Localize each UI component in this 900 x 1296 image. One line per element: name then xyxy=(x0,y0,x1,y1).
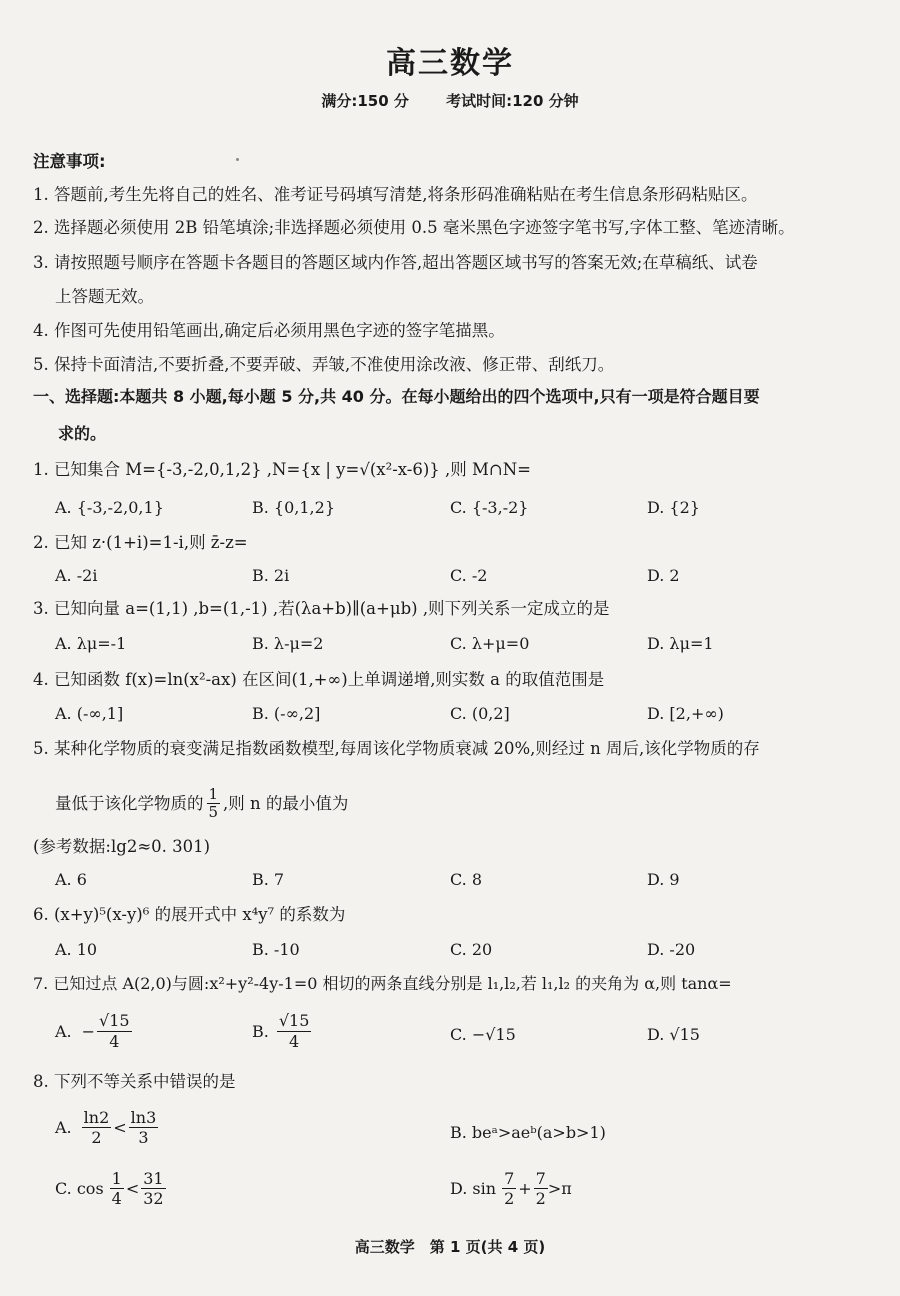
q8-c-num2: 31 xyxy=(143,1169,164,1188)
question-2-stem: 2. 已知 z·(1+i)=1-i,则 z̄-z= xyxy=(33,533,248,552)
page-footer: 高三数学 第 1 页(共 4 页) xyxy=(354,1238,546,1256)
q2-option-d: D. 2 xyxy=(647,566,680,585)
question-1-stem: 1. 已知集合 M={-3,-2,0,1,2} ,N={x | y=√(x²-x-6)} ,则 M∩N= xyxy=(33,460,532,479)
q5-option-b: B. 7 xyxy=(252,870,285,889)
q7-option-d: D. √15 xyxy=(647,1025,700,1044)
q8-c-op: < xyxy=(125,1178,140,1198)
question-4-stem: 4. 已知函数 f(x)=ln(x²-ax) 在区间(1,+∞)上单调递增,则实数 a 的取值范围是 xyxy=(33,670,605,689)
q8-d-den2: 2 xyxy=(535,1189,546,1208)
exam-info xyxy=(0,90,900,111)
q7-option-b xyxy=(252,1011,311,1052)
q2-option-b: B. 2i xyxy=(252,566,290,585)
q8-a-num2: ln3 xyxy=(130,1108,157,1127)
q8-a-den2: 3 xyxy=(138,1128,149,1147)
note-2: 2. 选择题必须使用 2B 铅笔填涂;非选择题必须使用 0.5 毫米黑色字迹签字笔书写,字体工整、笔迹清晰。 xyxy=(33,218,795,237)
q3-option-c: C. λ+μ=0 xyxy=(450,634,530,653)
q4-option-a: A. (-∞,1] xyxy=(55,704,124,723)
q5-text-a: 量低于该化学物质的 xyxy=(55,793,204,813)
q7-b-den: 4 xyxy=(289,1032,300,1051)
q7-a-sign: − xyxy=(81,1021,96,1041)
q8-c-den2: 32 xyxy=(143,1189,164,1208)
q3-option-a: A. λμ=-1 xyxy=(55,634,127,653)
q1-option-a: A. {-3,-2,0,1} xyxy=(55,498,164,517)
q5-fraction xyxy=(207,786,221,821)
q5-frac-num: 1 xyxy=(208,785,219,803)
q8-d-num2: 7 xyxy=(535,1169,546,1188)
q8-c-den1: 4 xyxy=(111,1189,122,1208)
q7-option-a xyxy=(55,1011,132,1052)
q8-d-frac1 xyxy=(502,1169,516,1208)
q7-a-den: 4 xyxy=(109,1032,120,1051)
question-8-stem: 8. 下列不等关系中错误的是 xyxy=(33,1072,236,1091)
scan-speck xyxy=(236,158,239,161)
notes-heading: 注意事项: xyxy=(33,152,106,171)
note-4: 4. 作图可先使用铅笔画出,确定后必须用黑色字迹的签字笔描黑。 xyxy=(33,321,505,340)
section-heading: 一、选择题:本题共 8 小题,每小题 5 分,共 40 分。在每小题给出的四个选项中,只有一项是符合题目要 xyxy=(33,387,760,406)
q7-b-num: √15 xyxy=(278,1011,310,1030)
q7-b-fraction xyxy=(277,1011,312,1052)
q8-option-a xyxy=(55,1108,158,1147)
q8-d-frac2 xyxy=(534,1169,548,1208)
section-heading-cont: 求的。 xyxy=(58,424,107,443)
q4-option-d: D. [2,+∞) xyxy=(647,704,724,723)
page-title: 高三数学 xyxy=(386,46,514,81)
question-3-stem: 3. 已知向量 a=(1,1) ,b=(1,-1) ,若(λa+b)∥(a+μb) ,则下列关系一定成立的是 xyxy=(33,599,610,618)
q8-c-frac1 xyxy=(110,1169,124,1208)
q5-frac-den: 5 xyxy=(208,803,219,821)
full-score: 满分:150 分 xyxy=(321,92,409,110)
q5-reference: (参考数据:lg2≈0. 301) xyxy=(33,837,211,856)
q5-option-a: A. 6 xyxy=(55,870,87,889)
q4-option-b: B. (-∞,2] xyxy=(252,704,321,723)
question-7-stem: 7. 已知过点 A(2,0)与圆:x²+y²-4y-1=0 相切的两条直线分别是 l₁,l₂,若 l₁,l₂ 的夹角为 α,则 tanα= xyxy=(33,974,732,993)
q8-option-c xyxy=(55,1169,166,1208)
q8-d-op: + xyxy=(518,1178,532,1198)
q3-option-d: D. λμ=1 xyxy=(647,634,714,653)
q7-a-label: A. xyxy=(55,1021,72,1041)
note-5: 5. 保持卡面清洁,不要折叠,不要弄破、弄皱,不准使用涂改液、修正带、刮纸刀。 xyxy=(33,355,615,374)
q6-option-a: A. 10 xyxy=(55,940,98,959)
question-6-stem: 6. (x+y)⁵(x-y)⁶ 的展开式中 x⁴y⁷ 的系数为 xyxy=(33,905,346,924)
q5-option-d: D. 9 xyxy=(647,870,680,889)
q2-option-c: C. -2 xyxy=(450,566,488,585)
q6-option-b: B. -10 xyxy=(252,940,300,959)
question-5-stem-cont xyxy=(55,786,348,821)
q7-option-c: C. −√15 xyxy=(450,1025,516,1044)
q8-a-op: < xyxy=(113,1117,127,1137)
q5-text-b: ,则 n 的最小值为 xyxy=(223,793,349,813)
note-1: 1. 答题前,考生先将自己的姓名、准考证号码填写清楚,将条形码准确粘贴在考生信息条形码粘贴区。 xyxy=(33,185,758,204)
q8-d-post: >π xyxy=(547,1178,572,1198)
q8-d-den1: 2 xyxy=(504,1189,515,1208)
q8-d-num1: 7 xyxy=(504,1169,515,1188)
q1-option-c: C. {-3,-2} xyxy=(450,498,529,517)
q2-option-a: A. -2i xyxy=(55,566,98,585)
q6-option-c: C. 20 xyxy=(450,940,493,959)
q8-a-frac1 xyxy=(82,1108,112,1147)
q5-option-c: C. 8 xyxy=(450,870,483,889)
exam-time: 考试时间:120 分钟 xyxy=(446,92,579,110)
note-3-cont: 上答题无效。 xyxy=(55,287,154,306)
q8-c-frac2 xyxy=(141,1169,165,1208)
q6-option-d: D. -20 xyxy=(647,940,696,959)
q8-c-num1: 1 xyxy=(111,1169,122,1188)
question-5-stem: 5. 某种化学物质的衰变满足指数函数模型,每周该化学物质衰减 20%,则经过 n 周后,该化学物质的存 xyxy=(33,739,760,758)
q8-option-b: B. beᵃ>aeᵇ(a>b>1) xyxy=(450,1123,606,1142)
q8-a-num1: ln2 xyxy=(83,1108,110,1127)
q8-a-frac2 xyxy=(129,1108,159,1147)
q8-a-label: A. xyxy=(55,1117,72,1137)
q3-option-b: B. λ-μ=2 xyxy=(252,634,324,653)
q8-a-den1: 2 xyxy=(91,1128,102,1147)
q4-option-c: C. (0,2] xyxy=(450,704,510,723)
q8-d-label: D. sin xyxy=(450,1178,497,1198)
q1-option-b: B. {0,1,2} xyxy=(252,498,335,517)
note-3: 3. 请按照题号顺序在答题卡各题目的答题区域内作答,超出答题区域书写的答案无效;在草稿纸、试卷 xyxy=(33,253,758,272)
q7-a-fraction xyxy=(97,1011,132,1052)
q7-b-label: B. xyxy=(252,1021,269,1041)
q8-option-d xyxy=(450,1169,572,1208)
q8-c-label: C. cos xyxy=(55,1178,104,1198)
q7-a-num: √15 xyxy=(99,1011,130,1030)
q1-option-d: D. {2} xyxy=(647,498,700,517)
